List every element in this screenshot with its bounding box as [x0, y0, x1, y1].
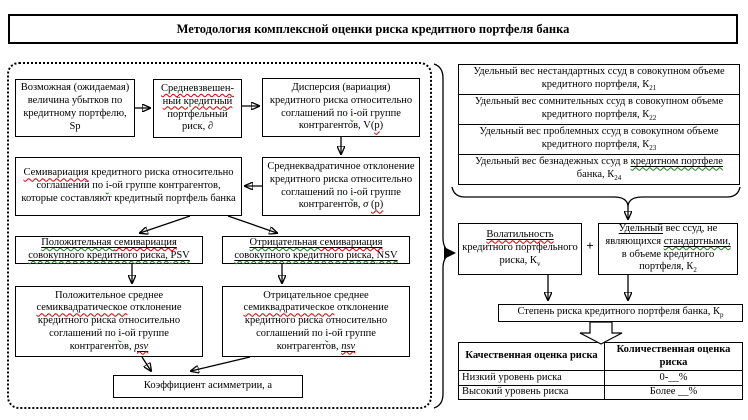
box-expected-loss-text: Возможная (ожидаемая) величина убытков по кредитному портфелю, Sp — [20, 82, 130, 132]
box-asymmetry-coefficient-text: Коэффициент асимметрии, а — [143, 380, 273, 392]
loan-share-item-hopeless: Удельный вес безнадежных ссуд в кредитном портфеле банка, $К_{24}$ — [459, 154, 739, 184]
box-asymmetry-coefficient — [113, 375, 303, 398]
table-header-row — [459, 343, 742, 370]
box-nonstandard-share — [598, 223, 738, 275]
box-positive-semisq-text: Положительное среднее семиквадратическое отклонение кредитного риска относительно соглашений по i-ой группе контрагентов, psv — [36, 289, 182, 352]
brace-arrowhead — [444, 247, 456, 259]
box-std-deviation — [262, 157, 420, 216]
table-cell-high-label: Высокий уровень риска — [459, 386, 605, 400]
box-weighted-risk-text: Средневзвешен-ный кредитный портфельный риск, ∂ — [161, 82, 234, 133]
box-risk-degree — [498, 304, 743, 322]
box-risk-degree-text: Степень риска кредитного портфеля банка, $К_р$ — [517, 306, 724, 320]
table-row-high-risk — [459, 385, 742, 400]
horizontal-curly-brace — [452, 187, 740, 206]
risk-assessment-table — [458, 342, 743, 400]
plus-operator: + — [586, 238, 594, 253]
table-row-low-risk — [459, 370, 742, 385]
table-header-qualitative: Качественная оценка риска — [459, 343, 605, 370]
table-header-quantitative: Количественная оценка риска — [616, 344, 731, 368]
box-positive-semisq — [15, 286, 203, 357]
box-semivariation-text: Семивариация кредитного риска относительно соглашений по i-ой группе контрагентов, которые составляют кредитный портфель банка — [21, 167, 236, 204]
loan-share-list — [458, 64, 740, 185]
box-positive-semivariation-text: Положительная семивариация совокупного кредитного риска, PSV — [28, 237, 190, 261]
loan-share-item-doubtful: Удельный вес сомнительных ссуд в совокупном объеме кредитного портфеля, $К_{22}$ — [459, 94, 739, 124]
block-arrow-degree-to-table — [580, 322, 622, 344]
box-expected-loss — [15, 79, 135, 137]
table-cell-low-label: Низкий уровень риска — [459, 371, 605, 385]
box-negative-semisq-text: Отрицательное среднее семиквадратическое отклонение кредитного риска относительно соглашений по i-ой группе контрагентов, nsv — [243, 289, 389, 352]
box-nonstandard-share-text: Удельный вес ссуд, не являющихся стандартными, в объеме кредитного портфеля, $К_2$ — [605, 223, 731, 275]
loan-share-item-problem: Удельный вес проблемных ссуд в совокупном объеме кредитного портфеля, $К_{23}$ — [459, 124, 739, 154]
box-weighted-risk — [153, 79, 242, 138]
box-dispersion-text: Дисперсия (вариация) кредитного риска относительно соглашений по i-ой группе контрагентов, V(p) — [269, 81, 413, 132]
box-negative-semisq — [222, 286, 410, 357]
box-negative-semivariation-text: Отрицательная семивариация совокупного кредитного риска, NSV — [234, 237, 398, 261]
big-curly-brace — [434, 64, 451, 408]
diagram-title-box — [8, 14, 738, 44]
box-semivariation — [15, 157, 242, 216]
loan-share-item-nonstandard: Удельный вес нестандартных ссуд в совокупном объеме кредитного портфеля, $К_{21}$ — [473, 66, 725, 93]
box-volatility — [458, 223, 582, 275]
table-cell-low-value: 0-__% — [659, 371, 688, 383]
box-std-deviation-text: Среднеквадратичное отклонение кредитного риска относительно соглашений по i-ой группе контрагентов, σ (p) — [267, 160, 415, 211]
box-positive-semivariation — [15, 236, 203, 264]
box-dispersion — [262, 78, 420, 137]
diagram-title: Методология комплексной оценки риска кредитного портфеля банка — [176, 21, 570, 36]
table-cell-high-value: Более __% — [649, 386, 698, 397]
box-volatility-text: Волатильность кредитного портфельного риска, $К_v$ — [462, 229, 578, 269]
box-negative-semivariation — [222, 236, 410, 264]
